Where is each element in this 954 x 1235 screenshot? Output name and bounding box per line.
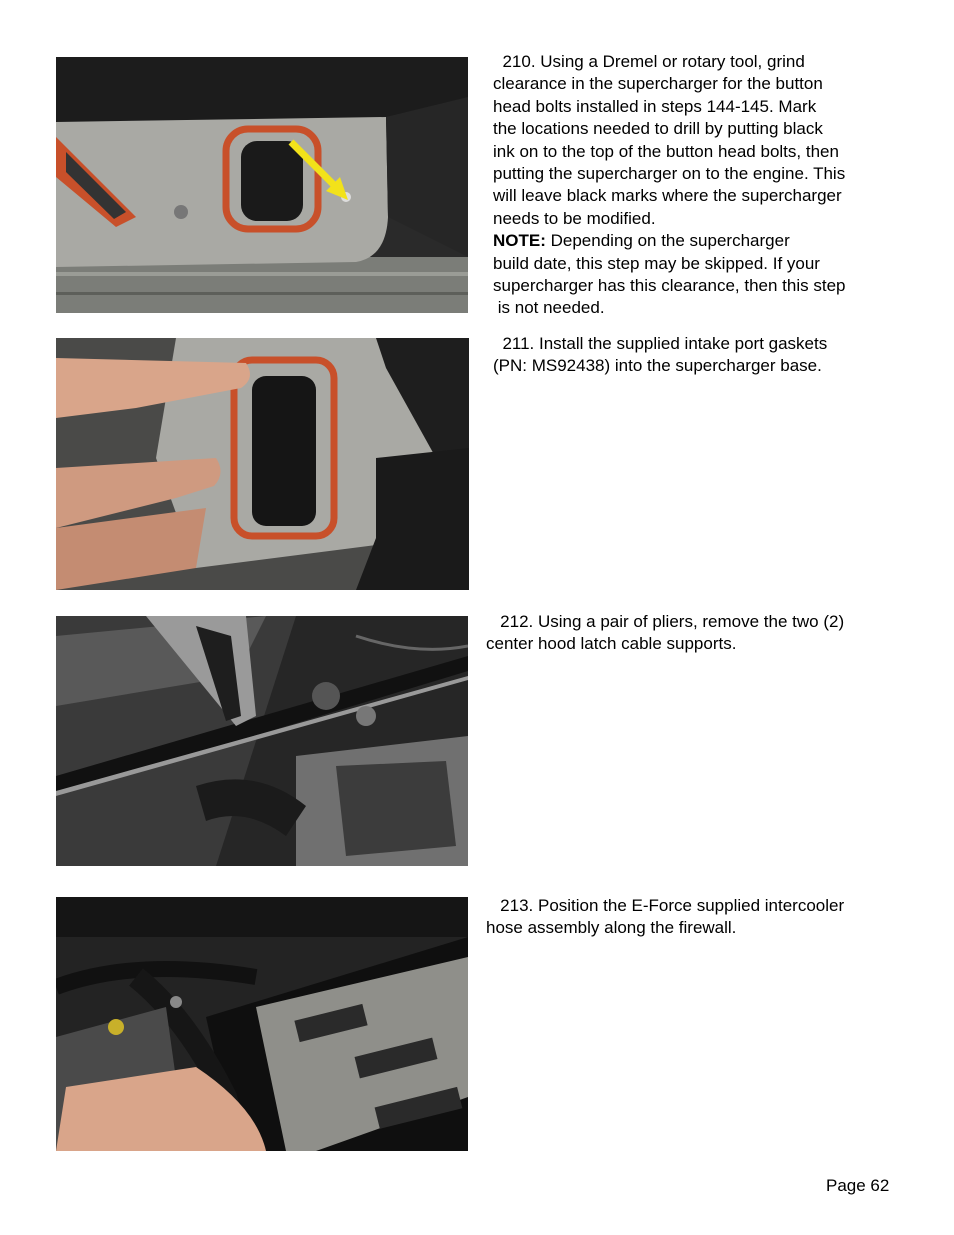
note-label: NOTE: (493, 231, 546, 251)
step-210-line: the locations needed to drill by putting black (493, 119, 823, 139)
photo-step-213 (56, 897, 468, 1151)
step-213-line: hose assembly along the firewall. (486, 918, 737, 938)
intake-gasket-image (56, 338, 469, 590)
step-213-line: 213. Position the E-Force supplied intercooler (486, 896, 845, 915)
intercooler-hose-image (56, 897, 468, 1151)
step-212-text (486, 611, 896, 656)
step-210-line: needs to be modified. (493, 208, 656, 228)
step-212-line: center hood latch cable supports. (486, 634, 737, 654)
step-210-line: putting the supercharger on to the engine. This (493, 164, 846, 184)
step-212-line: 212. Using a pair of pliers, remove the two (2) (486, 612, 845, 631)
note-line: build date, this step may be skipped. If your (493, 253, 820, 273)
note-line: supercharger has this clearance, then this step (493, 276, 846, 296)
note-line: Depending on the supercharger (545, 231, 790, 251)
hood-latch-cable-image (56, 616, 468, 866)
step-210-line: ink on to the top of the button head bolts, then (493, 141, 839, 161)
page-number: Page 62 (826, 1176, 890, 1195)
step-210-line: clearance in the supercharger for the button (493, 74, 823, 94)
supercharger-base-image (56, 57, 468, 313)
step-211-text (493, 333, 893, 378)
step-211-line: 211. Install the supplied intake port gaskets (493, 334, 828, 353)
step-210-text (493, 51, 893, 320)
step-210-line: head bolts installed in steps 144-145. Mark (493, 96, 817, 116)
photo-step-211 (56, 338, 469, 590)
photo-step-212 (56, 616, 468, 866)
step-210-line: will leave black marks where the supercharger (493, 186, 842, 206)
step-211-line: (PN: MS92438) into the supercharger base. (493, 356, 822, 376)
step-210-line: 210. Using a Dremel or rotary tool, grind (493, 52, 805, 71)
step-213-text (486, 895, 896, 940)
photo-step-210 (56, 57, 468, 313)
note-line: is not needed. (493, 298, 605, 318)
